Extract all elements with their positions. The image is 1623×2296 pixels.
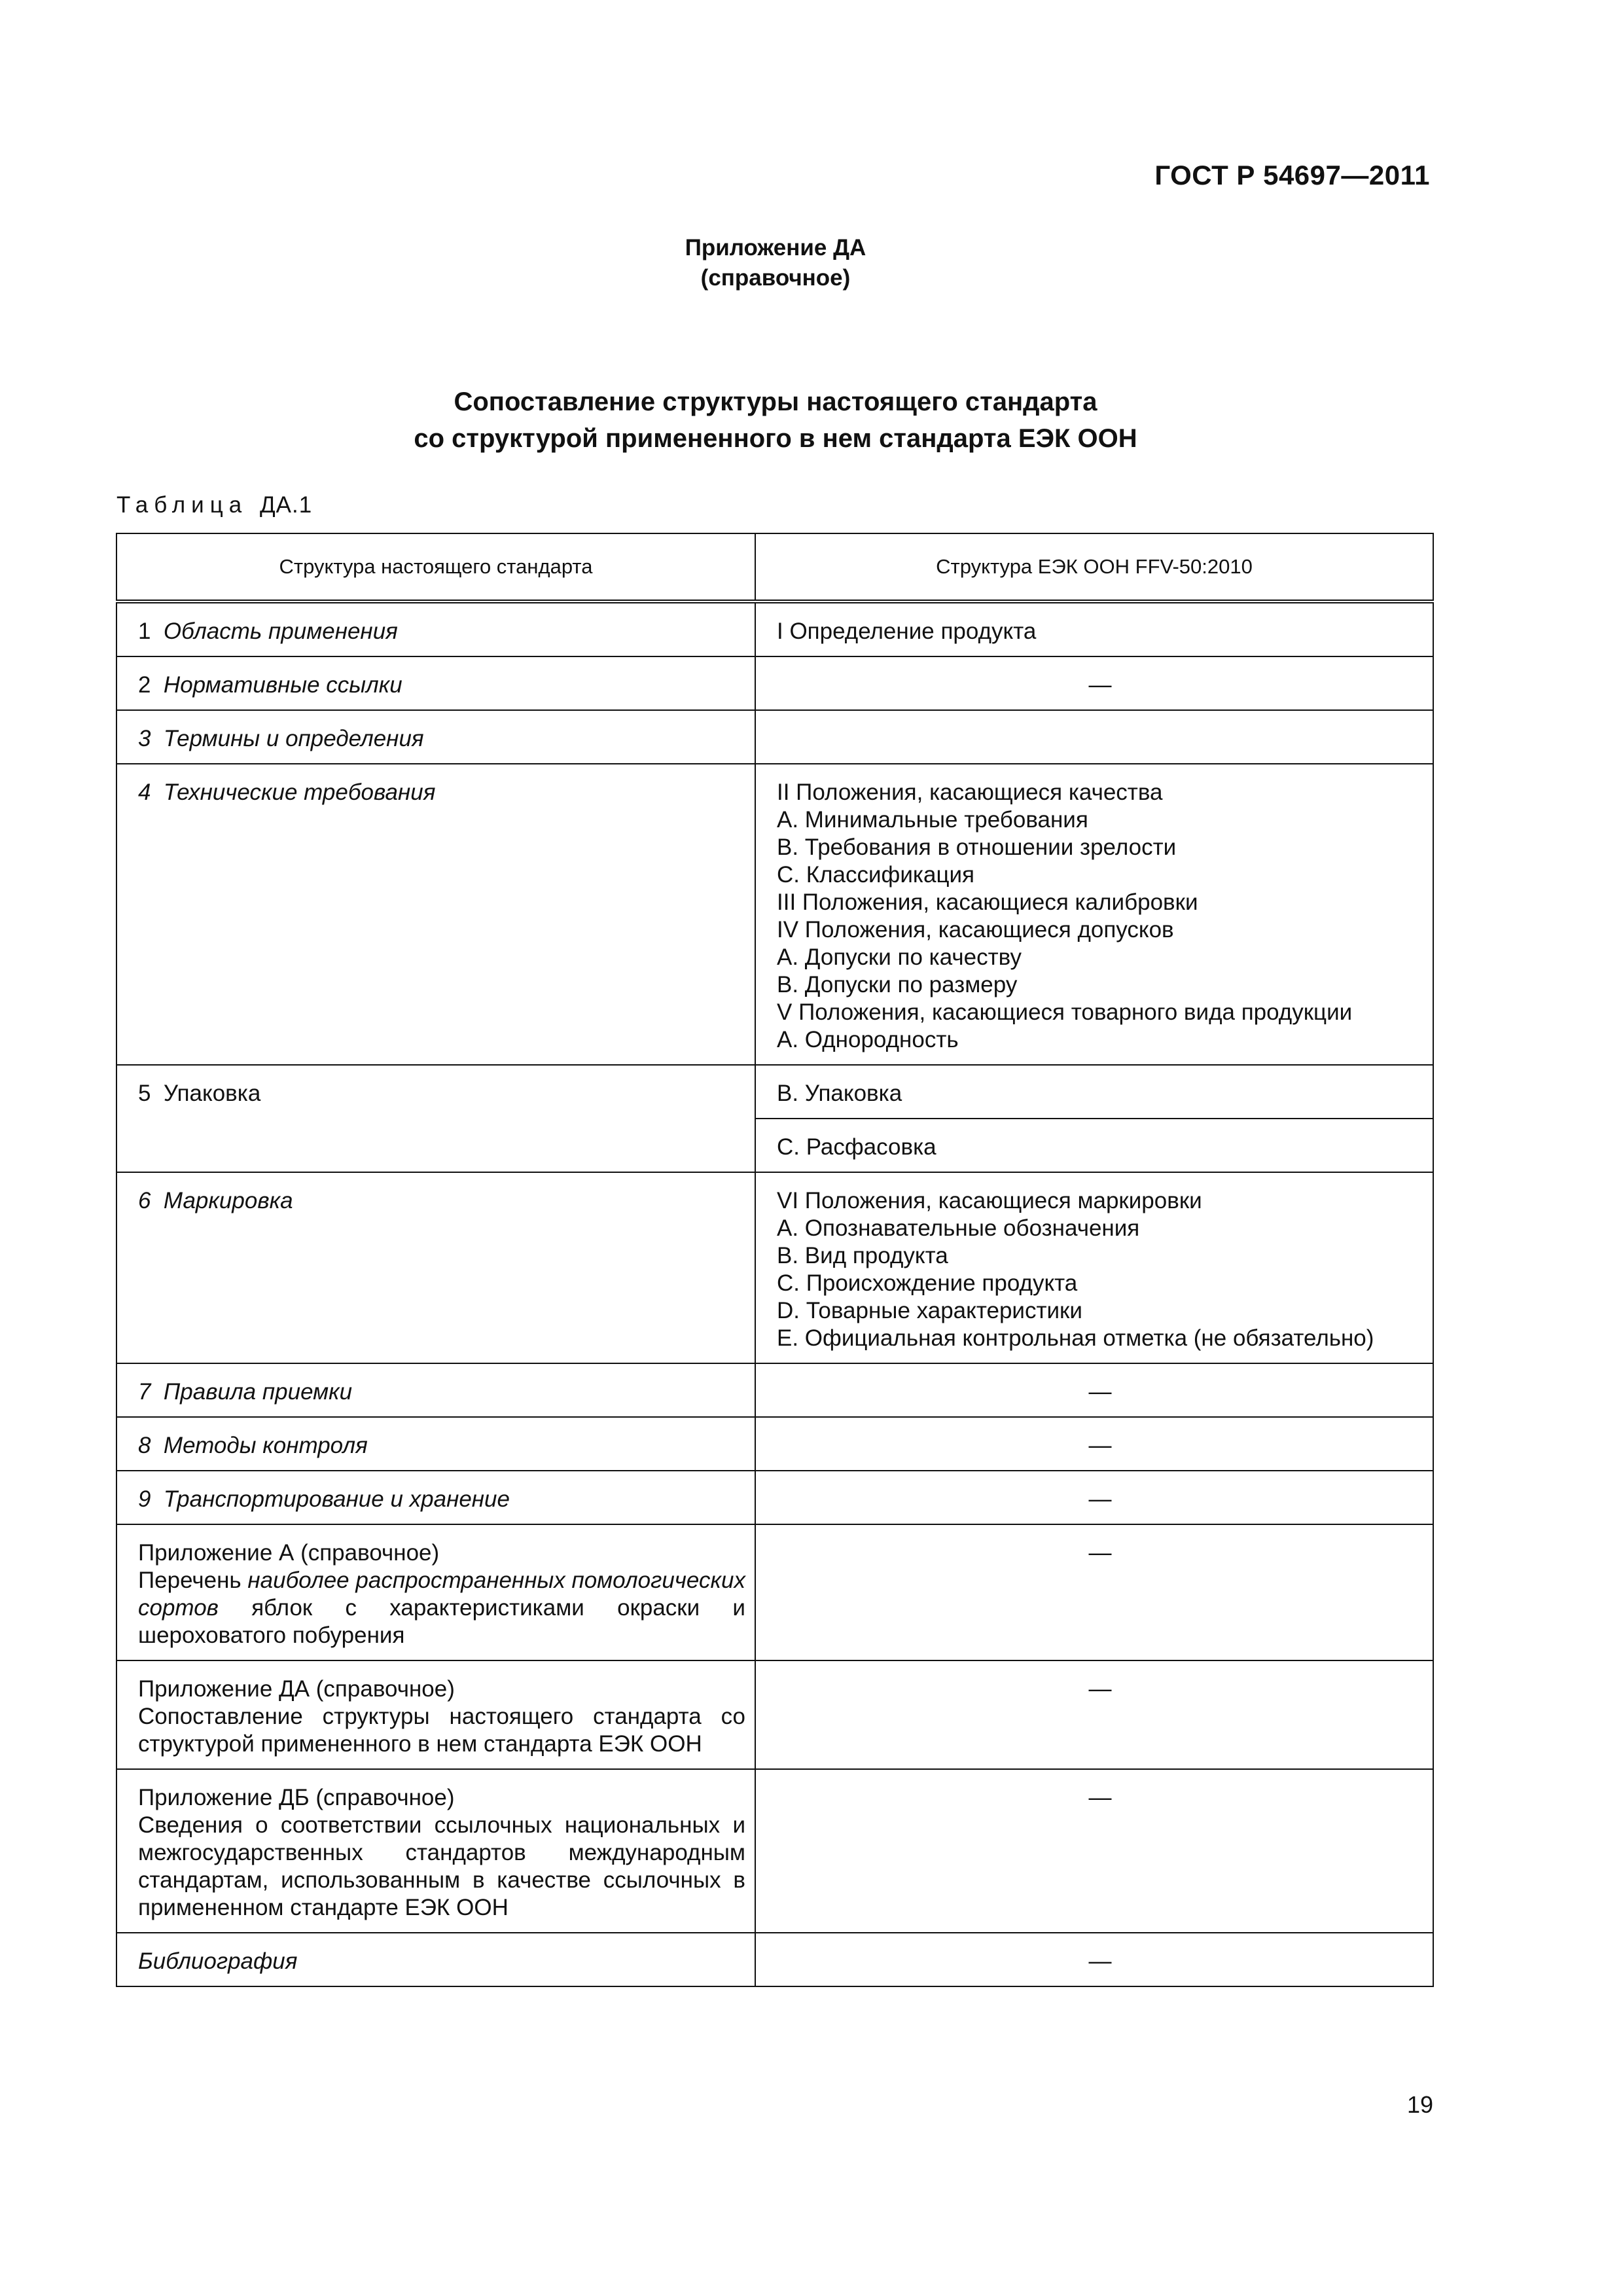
section-name: Транспортирование и хранение <box>163 1486 510 1512</box>
right-line: C. Классификация <box>777 862 974 888</box>
left-cell <box>116 764 755 1065</box>
right-line: III Положения, касающиеся калибровки <box>777 889 1198 915</box>
page-number: 19 <box>1406 2091 1433 2118</box>
table-row <box>116 656 1433 710</box>
table-row <box>116 710 1433 764</box>
section-number: 7 <box>138 1379 151 1405</box>
table-row <box>116 764 1433 1065</box>
left-cell <box>116 1471 755 1524</box>
table-row <box>116 1769 1433 1933</box>
right-line: C. Происхождение продукта <box>777 1270 1078 1296</box>
right-line: A. Однородность <box>777 1027 959 1052</box>
right-line: D. Товарные характеристики <box>777 1298 1082 1323</box>
table-row <box>116 1933 1433 1986</box>
right-cell <box>755 656 1433 710</box>
structure-comparison-table <box>116 533 1434 1987</box>
appendix-row-title: Приложение ДБ (справочное) <box>138 1785 455 1810</box>
appendix-title: Приложение ДА <box>685 235 866 260</box>
appendix-heading <box>0 233 1551 293</box>
left-cell <box>116 1524 755 1660</box>
document-title <box>0 384 1551 457</box>
col-header-unece-standard: Структура ЕЭК ООН FFV-50:2010 <box>755 533 1433 601</box>
section-number: 5 <box>138 1081 151 1106</box>
left-cell <box>116 601 755 656</box>
left-cell <box>116 1660 755 1769</box>
right-line: A. Минимальные требования <box>777 807 1088 833</box>
appendix-row-title: Приложение А (справочное) <box>138 1540 440 1566</box>
right-line: V Положения, касающиеся товарного вида продукции <box>777 999 1353 1025</box>
right-line: B. Вид продукта <box>777 1243 948 1268</box>
appendix-row-title: Приложение ДА (справочное) <box>138 1676 455 1702</box>
right-line: B. Требования в отношении зрелости <box>777 834 1177 860</box>
table-row <box>116 1524 1433 1660</box>
table-label <box>116 492 312 518</box>
right-line: II Положения, касающиеся качества <box>777 780 1163 805</box>
document-title-line-1: Сопоставление структуры настоящего стандарта <box>454 387 1097 416</box>
section-number: 6 <box>138 1188 151 1213</box>
right-line: I Определение продукта <box>777 619 1037 644</box>
table-label-number: ДА.1 <box>259 492 313 518</box>
left-cell <box>116 1065 755 1172</box>
right-line: B. Упаковка <box>777 1081 902 1106</box>
section-name: Область применения <box>163 619 398 644</box>
table-label-prefix: Таблица <box>116 492 248 518</box>
right-cell <box>755 764 1433 1065</box>
right-cell <box>755 1417 1433 1471</box>
section-number: 4 <box>138 780 151 805</box>
description-part-italic: наиболее распространенных помологических сортов <box>138 1568 745 1621</box>
table-row <box>116 1471 1433 1524</box>
right-cell-empty <box>755 710 1433 764</box>
left-cell <box>116 1172 755 1363</box>
right-cell <box>755 1933 1433 1986</box>
table-row <box>116 1660 1433 1769</box>
appendix-row-description: Сведения о соответствии ссылочных национальных и межгосударственных стандартов международным стандартам, использованным в качестве ссылочных в примененном стандарте ЕЭК ООН <box>138 1812 745 1920</box>
right-line: E. Официальная контрольная отметка (не обязательно) <box>777 1325 1374 1351</box>
description-part: яблок с характеристиками окраски и шероховатого побурения <box>138 1595 745 1648</box>
left-cell <box>116 1933 755 1986</box>
dash-placeholder: — <box>1088 672 1112 698</box>
table-row <box>116 1363 1433 1417</box>
appendix-row-description <box>138 1567 745 1649</box>
section-number: 3 <box>138 726 151 751</box>
right-line: A. Опознавательные обозначения <box>777 1215 1140 1241</box>
appendix-row-description: Сопоставление структуры настоящего стандарта со структурой примененного в нем стандарта ЕЭК ООН <box>138 1704 745 1757</box>
dash-placeholder: — <box>1088 1676 1112 1702</box>
right-cell <box>755 1119 1433 1172</box>
dash-placeholder: — <box>1088 1486 1112 1512</box>
description-part: Перечень <box>138 1568 248 1593</box>
dash-placeholder: — <box>1088 1785 1112 1810</box>
section-number: 9 <box>138 1486 151 1512</box>
right-cell <box>755 1065 1433 1119</box>
section-number: 1 <box>138 619 151 644</box>
right-cell <box>755 1471 1433 1524</box>
right-cell <box>755 1769 1433 1933</box>
right-line: A. Допуски по качеству <box>777 944 1022 970</box>
section-name: Технические требования <box>163 780 436 805</box>
right-line: C. Расфасовка <box>777 1134 936 1160</box>
left-cell <box>116 1363 755 1417</box>
dash-placeholder: — <box>1088 1948 1112 1974</box>
section-name: Термины и определения <box>163 726 424 751</box>
appendix-subtitle: (справочное) <box>700 265 851 291</box>
right-line: IV Положения, касающиеся допусков <box>777 917 1174 942</box>
section-name: Нормативные ссылки <box>163 672 402 698</box>
table-row <box>116 1417 1433 1471</box>
dash-placeholder: — <box>1088 1433 1112 1458</box>
section-number: 8 <box>138 1433 151 1458</box>
right-line: B. Допуски по размеру <box>777 972 1018 997</box>
left-cell <box>116 1769 755 1933</box>
table-row <box>116 601 1433 656</box>
col-header-this-standard: Структура настоящего стандарта <box>116 533 755 601</box>
section-name: Методы контроля <box>163 1433 368 1458</box>
right-cell <box>755 1660 1433 1769</box>
left-cell <box>116 710 755 764</box>
left-cell <box>116 1417 755 1471</box>
standard-code: ГОСТ Р 54697—2011 <box>1154 160 1430 190</box>
dash-placeholder: — <box>1088 1379 1112 1405</box>
table-row <box>116 1172 1433 1363</box>
dash-placeholder: — <box>1088 1540 1112 1566</box>
section-number: 2 <box>138 672 151 698</box>
right-line: VI Положения, касающиеся маркировки <box>777 1188 1202 1213</box>
section-name: Упаковка <box>163 1081 261 1106</box>
section-name: Правила приемки <box>163 1379 353 1405</box>
table-row <box>116 1065 1433 1119</box>
left-cell <box>116 656 755 710</box>
right-cell <box>755 1363 1433 1417</box>
table-header-row <box>116 533 1433 601</box>
right-cell <box>755 1172 1433 1363</box>
right-cell <box>755 601 1433 656</box>
right-cell <box>755 1524 1433 1660</box>
document-title-line-2: со структурой примененного в нем стандарта ЕЭК ООН <box>414 424 1137 453</box>
section-name: Библиография <box>138 1948 298 1974</box>
section-name: Маркировка <box>163 1188 293 1213</box>
